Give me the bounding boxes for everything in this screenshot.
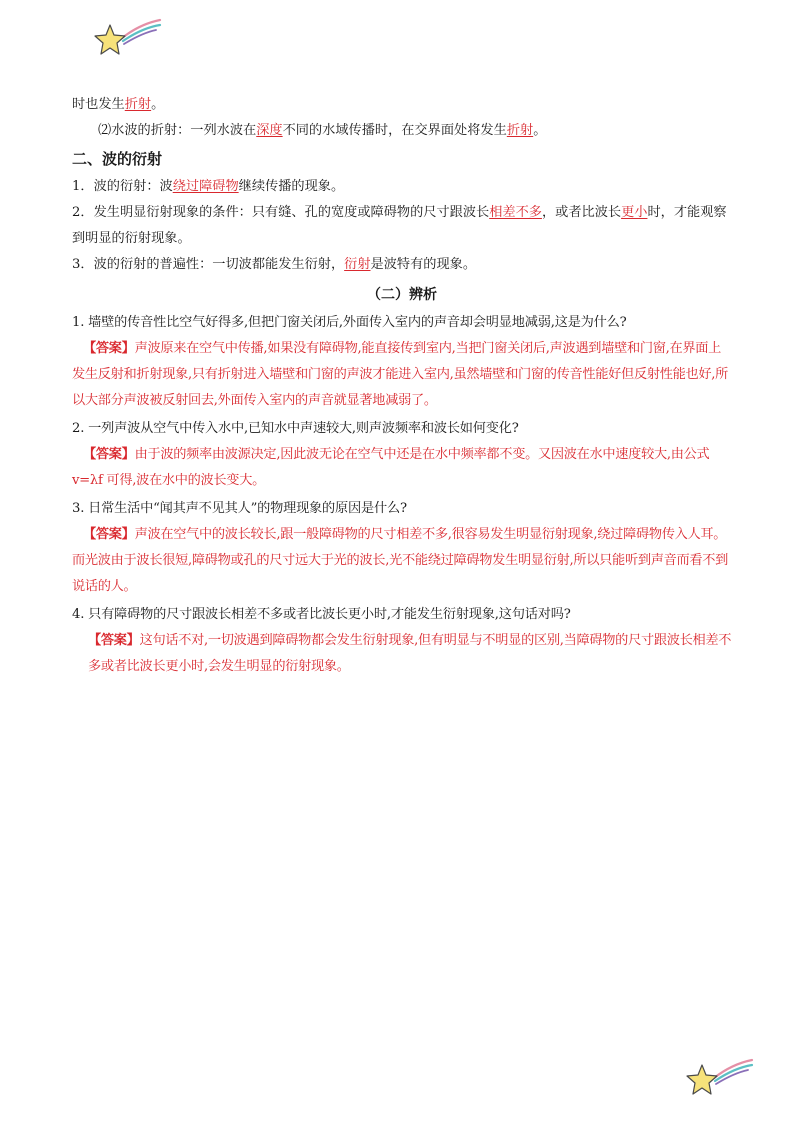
text: 。 bbox=[533, 123, 547, 138]
intro-line-1 bbox=[72, 92, 732, 118]
answer-text bbox=[72, 628, 732, 680]
text: 3．波的衍射的普遍性：一切波都能发生衍射， bbox=[72, 257, 345, 272]
text: ，或者比波长 bbox=[541, 205, 622, 220]
answer-tag: 【答案】 bbox=[88, 633, 140, 648]
text: 不同的水域传播时，在交界面处将发生 bbox=[282, 123, 507, 138]
answer-tag: 【答案】 bbox=[83, 341, 135, 356]
question-text: 1. 墙壁的传音性比空气好得多,但把门窗关闭后,外面传入室内的声音却会明显地减弱,这是为什么? bbox=[72, 315, 627, 330]
section-heading: 二、波的衍射 bbox=[72, 150, 163, 168]
analysis-title: （二）辨析 bbox=[367, 287, 437, 303]
answer-body: 由于波的频率由波源决定,因此波无论在空气中还是在水中频率都不变。又因波在水中速度较大,由公式 v=λf 可得,波在水中的波长变大。 bbox=[72, 447, 710, 488]
blank-answer: 深度 bbox=[256, 123, 283, 138]
text: 1．波的衍射：波 bbox=[72, 179, 173, 194]
answer-tag: 【答案】 bbox=[83, 447, 135, 462]
shooting-star-icon bbox=[92, 16, 162, 58]
document-body bbox=[72, 92, 732, 680]
question-text: 4. 只有障碍物的尺寸跟波长相差不多或者比波长更小时,才能发生衍射现象,这句话对吗? bbox=[72, 607, 571, 622]
blank-answer: 绕过障碍物 bbox=[172, 179, 239, 194]
blank-answer: 折射 bbox=[506, 123, 534, 138]
text: 是波特有的现象。 bbox=[370, 257, 477, 272]
question-text: 2. 一列声波从空气中传入水中,已知水中声速较大,则声波频率和波长如何变化? bbox=[72, 421, 519, 436]
answer-text bbox=[72, 336, 732, 414]
text: 时，才能观察到明显的衍射现象。 bbox=[72, 205, 727, 246]
answer-body: 声波原来在空气中传播,如果没有障碍物,能直接传到室内,当把门窗关闭后,声波遇到墙壁和门窗,在界面上发生反射和折射现象,只有折射进入墙壁和门窗的声波才能进入室内,虽然墙壁和门窗的传音性能好但反射性能也好,所以大部分声波被反射回去,外面传入室内的声音就显著地减弱了。 bbox=[72, 341, 729, 408]
blank-answer: 折射 bbox=[124, 97, 152, 112]
text: 时也发生 bbox=[72, 97, 125, 112]
text: 2．发生明显衍射现象的条件：只有缝、孔的宽度或障碍物的尺寸跟波长 bbox=[72, 205, 490, 220]
text: 继续传播的现象。 bbox=[238, 179, 345, 194]
question-text: 3. 日常生活中“闻其声不见其人”的物理现象的原因是什么? bbox=[72, 501, 407, 516]
list-item bbox=[72, 252, 732, 278]
answer-text bbox=[72, 522, 732, 600]
answer-body: 声波在空气中的波长较长,跟一般障碍物的尺寸相差不多,很容易发生明显衍射现象,绕过障碍物传入人耳。而光波由于波长很短,障碍物或孔的尺寸远大于光的波长,光不能绕过障碍物发生明显衍射,所以只能听到声音而看不到说话的人。 bbox=[72, 527, 729, 594]
answer-tag: 【答案】 bbox=[83, 527, 135, 542]
blank-answer: 衍射 bbox=[344, 257, 371, 272]
list-item bbox=[72, 174, 732, 200]
answer-body: 这句话不对,一切波遇到障碍物都会发生衍射现象,但有明显与不明显的区别,当障碍物的尺寸跟波长相差不多或者比波长更小时,会发生明显的衍射现象。 bbox=[88, 633, 732, 674]
blank-answer: 更小 bbox=[621, 205, 648, 220]
text: 。 bbox=[151, 97, 165, 112]
list-item bbox=[72, 200, 732, 252]
answer-text bbox=[72, 442, 732, 494]
text: ⑵水波的折射：一列水波在 bbox=[98, 123, 257, 138]
blank-answer: 相差不多 bbox=[489, 205, 542, 220]
intro-line-2 bbox=[72, 118, 732, 144]
shooting-star-icon bbox=[684, 1056, 754, 1098]
